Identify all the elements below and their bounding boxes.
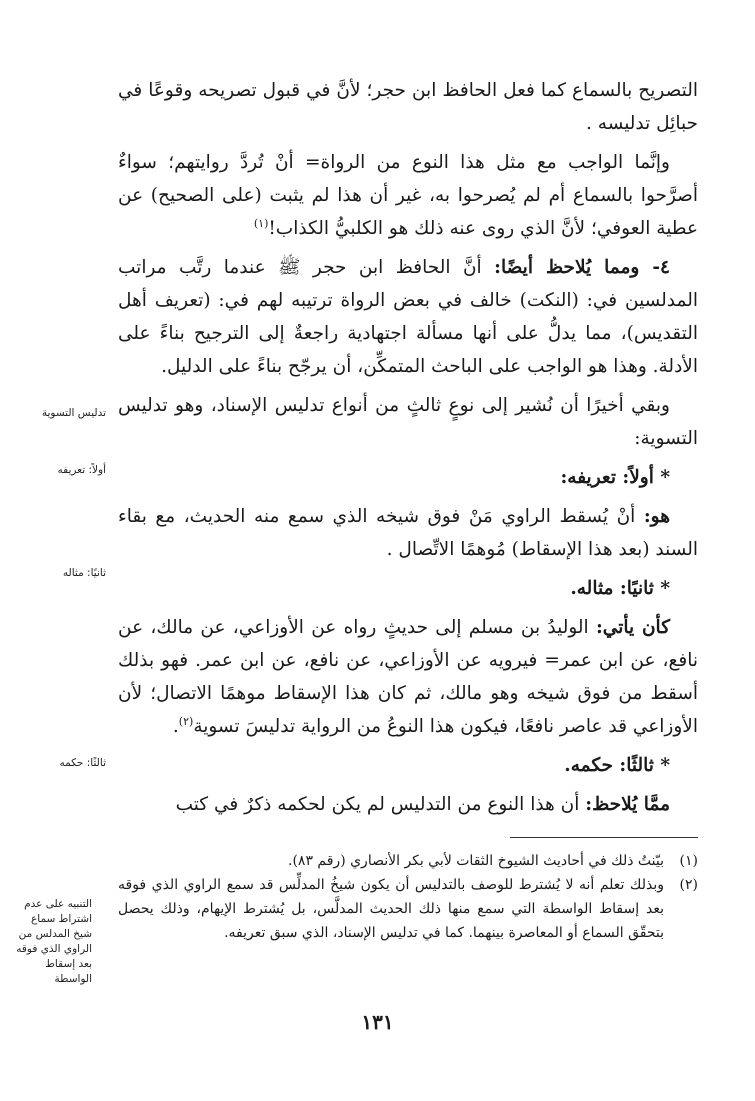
footnotes	[118, 849, 698, 945]
margin-note-ruling: ثالثًا: حكمه	[59, 757, 106, 769]
footnote-2-number: (٢)	[679, 877, 698, 893]
paragraph-6-end: .	[172, 716, 179, 737]
footnote-separator	[510, 837, 698, 838]
footnote-ref-2[interactable]: (٢)	[178, 714, 194, 728]
paragraph-2	[118, 146, 698, 245]
heading-definition: * أولاً: تعريفه:	[560, 467, 670, 488]
margin-note-definition: أولاً: تعريفه	[57, 464, 106, 476]
heading-ruling: * ثالثًا: حكمه.	[564, 755, 670, 776]
footnote-2	[118, 873, 698, 945]
footnote-1-number: (١)	[679, 853, 698, 869]
paragraph-3	[118, 251, 698, 383]
paragraph-3-lead: ٤- ومما يُلاحظ أيضًا:	[494, 257, 670, 278]
page-number: ١٣١	[361, 1010, 394, 1034]
footnote-1-text: بيّنتُ ذلك في أحاديث الشيوخ الثقات لأبي بكر الأنصاري (رقم ٨٣).	[288, 853, 664, 869]
main-text	[118, 74, 698, 827]
paragraph-7-text: أن هذا النوع من التدليس لم يكن لحكمه ذكرٌ في كتب	[175, 794, 586, 815]
paragraph-6-lead: كأن يأتي:	[595, 617, 670, 638]
paragraph-6-text: الوليدُ بن مسلم إلى حديثٍ رواه عن الأوزاعي، عن مالك، عن نافع، عن ابن عمر= فيرويه عن الأوزاعي، عن نافع، عن ابن عمر. فهو بذلك أسقط من فوق شيخه وهو مالك، ثم كان هذا الإسقاط موهمًا الاتصال؛ لأن الأوزاعي قد عاصر نافعًا، فيكون هذا النوعُ من الرواية تدليسَ تسوية	[118, 617, 698, 737]
paragraph-7	[118, 788, 698, 821]
footnote-1	[118, 849, 698, 873]
margin-note-example: ثانيًا: مثاله	[62, 567, 106, 579]
heading-example: * ثانيًا: مثاله.	[570, 578, 670, 599]
paragraph-5-text: أنْ يُسقط الراوي مَنْ فوق شيخه الذي سمع منه الحديث، مع بقاء السند (بعد هذا الإسقاط) مُوهمًا الاتِّصال .	[118, 506, 698, 560]
margin-note-taswiya: تدليس التسوية	[41, 407, 106, 419]
paragraph-5-lead: هو:	[643, 506, 670, 527]
paragraph-5	[118, 500, 698, 566]
paragraph-1	[118, 74, 698, 140]
paragraph-4-text: وبقي أخيرًا أن نُشير إلى نوعٍ ثالثٍ من أنواع تدليس الإسناد، وهو تدليس التسوية:	[118, 395, 698, 449]
paragraph-3-text: أنَّ الحافظ ابن حجر ﷺ عندما رتَّب مراتب المدلسين في: (النكت) خالف في بعض الرواة ترتيبه لهم في: (تعريف أهل التقديس)، مما يدلُّ على أنها مسألة اجتهادية راجعةٌ إلى الترجيح بناءً على الأدلة. وهذا هو الواجب على الباحث المتمكِّن، أن يرجّح بناءً على الدليل.	[118, 257, 698, 377]
paragraph-1-text: التصريح بالسماع كما فعل الحافظ ابن حجر؛ لأنَّ في قبول تصريحه وقوعًا في حبائِل تدليسه .	[118, 80, 698, 134]
footnote-ref-1[interactable]: (١)	[253, 216, 269, 230]
paragraph-4	[118, 389, 698, 455]
paragraph-2-text: وإنَّما الواجب مع مثل هذا النوع من الرواة= أنْ تُردَّ روايتهم؛ سواءٌ أصرَّحوا بالسماع أم لم يُصرحوا به، غير أن هذا لم يثبت (على الصحيح) عن عطية العوفي؛ لأنَّ الذي روى عنه ذلك هو الكلبيُّ الكذاب!	[118, 152, 698, 239]
margin-note-caution: التنبيه على عدم اشتراط سماع شيخ المدلس من الراوي الذي فوقه بعد إسقاط الواسطة	[16, 898, 92, 985]
paragraph-6	[118, 611, 698, 743]
footnote-2-text: وبذلك تعلم أنه لا يُشترط للوصف بالتدليس أن يكون شيخُ المدلِّس قد سمع الراوي الذي فوقه بعد إسقاط الواسطة التي سمع منها ذلك الحديث المدلَّس، بل يُشترط الإيهام، وذلك يحصل بتحقّق السماع أو المعاصرة بينهما. كما في تدليس الإسناد، الذي سبق تعريفه.	[118, 877, 664, 941]
paragraph-7-lead: ممَّا يُلاحظ:	[585, 794, 670, 815]
